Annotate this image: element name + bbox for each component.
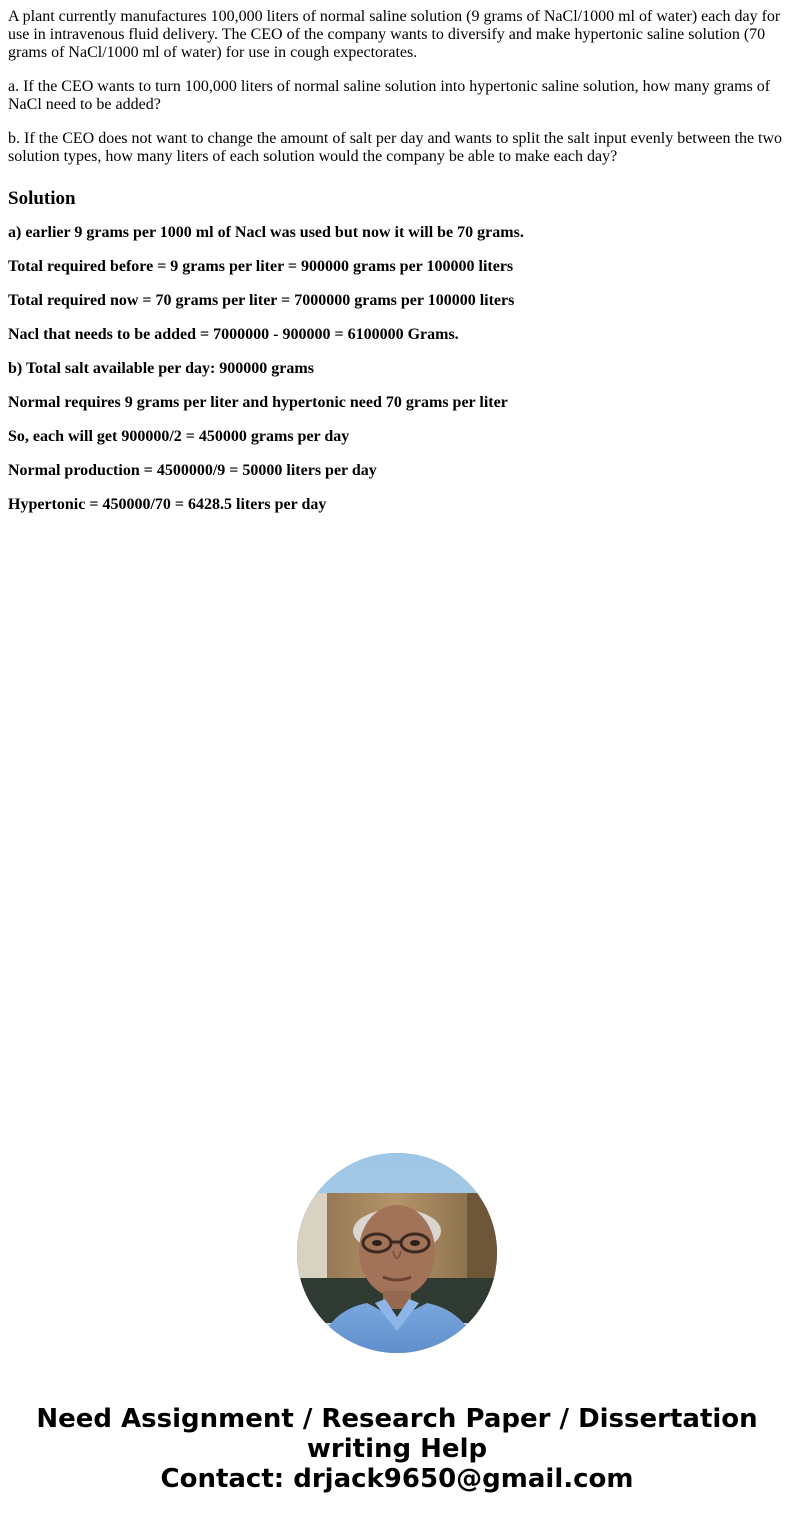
- question-part-b: b. If the CEO does not want to change the amount of salt per day and wants to split the salt input evenly between the two solution types, how many liters of each solution would the company be able to make each day?: [8, 130, 783, 165]
- author-portrait-image: [297, 1153, 497, 1353]
- solution-line: Hypertonic = 450000/70 = 6428.5 liters per day: [8, 496, 327, 513]
- solution-line: Total required now = 70 grams per liter = 7000000 grams per 100000 liters: [8, 292, 515, 309]
- solution-line: Normal production = 4500000/9 = 50000 liters per day: [8, 462, 377, 479]
- banner-line-2: writing Help: [306, 1434, 488, 1464]
- contact-banner: [0, 1404, 794, 1494]
- solution-line: a) earlier 9 grams per 1000 ml of Nacl was used but now it will be 70 grams.: [8, 224, 524, 241]
- solution-line: b) Total salt available per day: 900000 grams: [8, 360, 314, 377]
- question-intro: A plant currently manufactures 100,000 liters of normal saline solution (9 grams of NaCl/1000 ml of water) each day for use in intravenous fluid delivery. The CEO of the company wants to diversify and make hypertonic saline solution (70 grams of NaCl/1000 ml of water) for use in cough expectorates.: [8, 8, 781, 61]
- solution-line: Normal requires 9 grams per liter and hypertonic need 70 grams per liter: [8, 394, 508, 411]
- banner-contact-line: Contact: drjack9650@gmail.com: [160, 1464, 634, 1494]
- question-part-a: a. If the CEO wants to turn 100,000 liters of normal saline solution into hypertonic saline solution, how many grams of NaCl need to be added?: [8, 78, 771, 113]
- solution-line: So, each will get 900000/2 = 450000 grams per day: [8, 428, 350, 445]
- solution-line: Nacl that needs to be added = 7000000 - 900000 = 6100000 Grams.: [8, 326, 459, 343]
- banner-line-1: Need Assignment / Research Paper / Dissertation: [36, 1404, 758, 1434]
- solution-line: Total required before = 9 grams per liter = 900000 grams per 100000 liters: [8, 258, 514, 275]
- document-body: [8, 8, 786, 530]
- author-avatar: [297, 1153, 497, 1353]
- solution-heading: Solution: [8, 188, 76, 209]
